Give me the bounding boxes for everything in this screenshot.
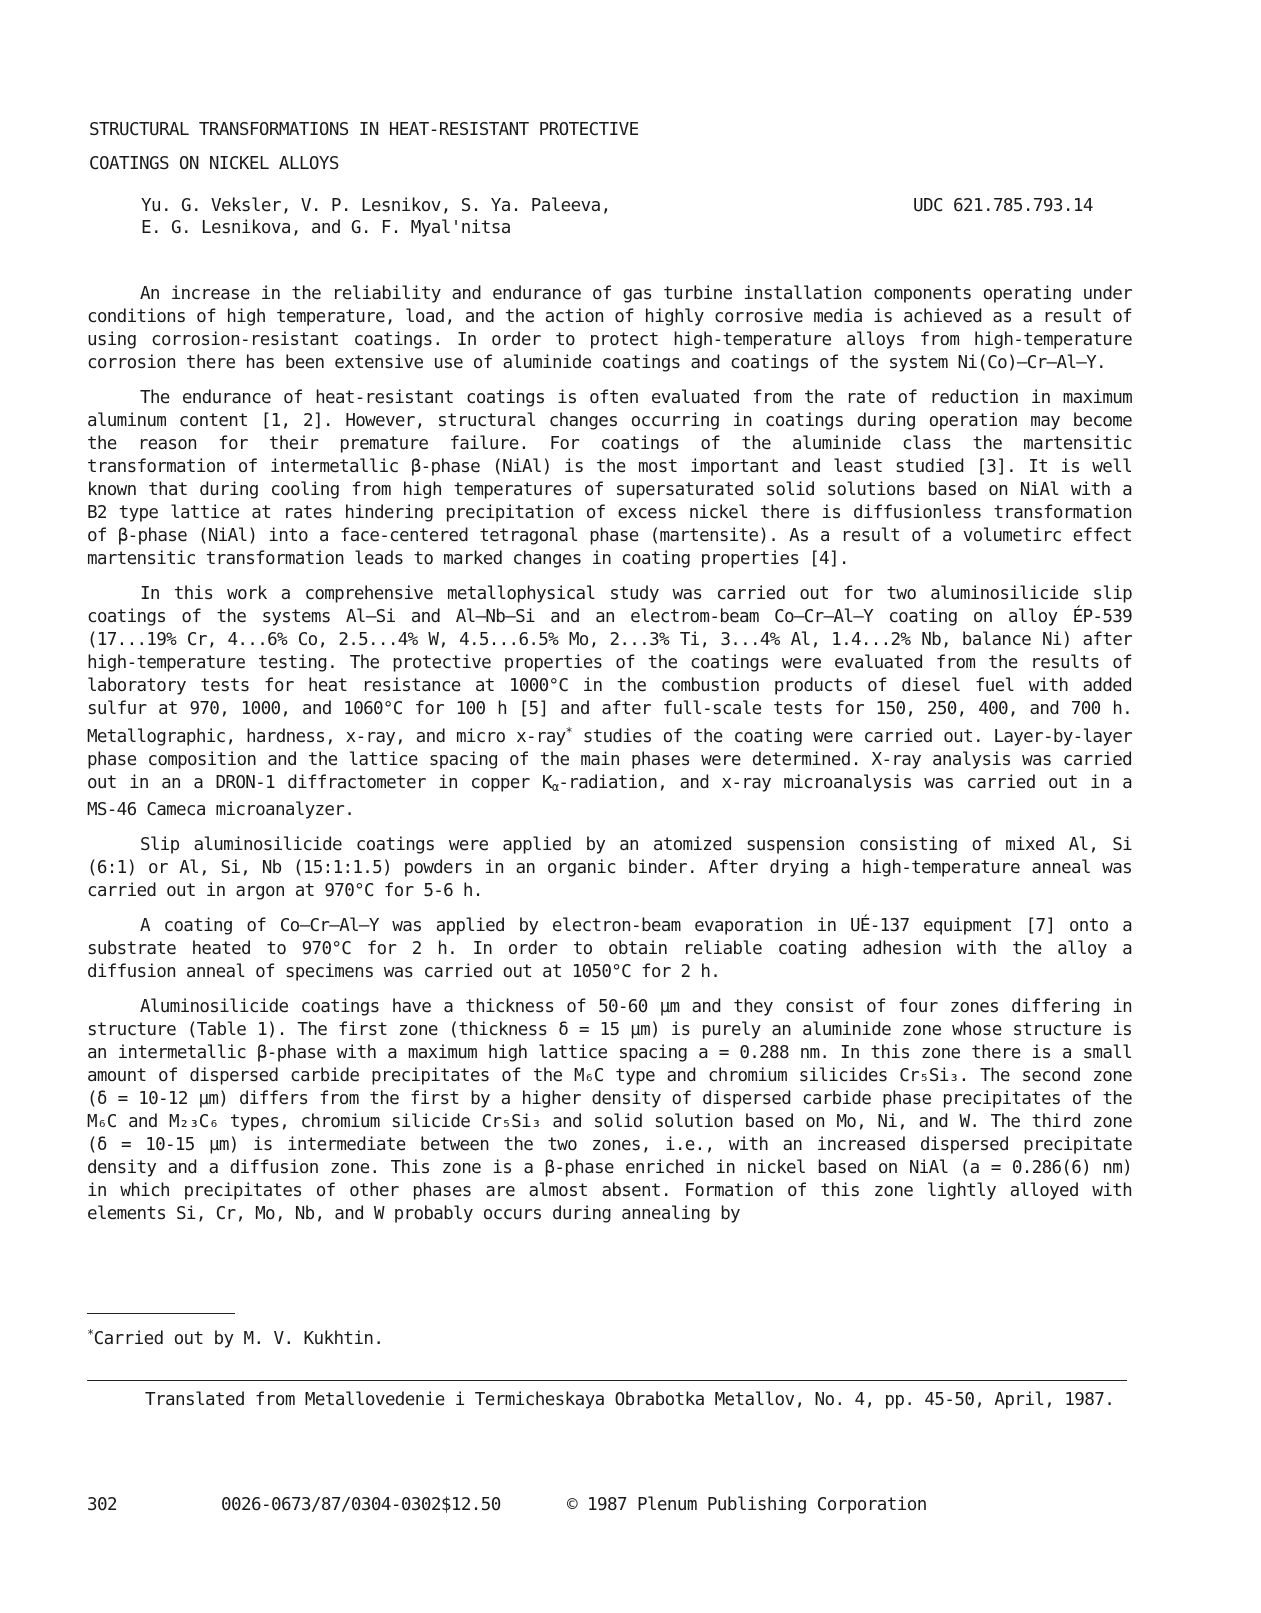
paragraph-2: The endurance of heat-resistant coatings is often evaluated from the rate of reduction in maximum aluminum content [1, 2]. However, structural changes occurring in coatings during operation may become the reason for their premature failure. For coatings of the aluminide class the martensitic transformation of intermetallic β-phase (NiAl) is the most important and least studied [3]. It is well known that during cooling from high temperatures of supersaturated solid solutions based on NiAl with a B2 type lattice at rates hindering precipitation of excess nickel there is diffusionless transformation of β-phase (NiAl) into a face-centered tetragonal phase (martensite). As a result of a volumetirc effect martensitic transformation leads to marked changes in coating properties [4].	[87, 388, 1132, 569]
paragraph-5: A coating of Co—Cr—Al—Y was applied by electron-beam evaporation in UÉ-137 equipment [7] onto a substrate heated to 970°C for 2 h. In order to obtain reliable coating adhesion with the alloy a diffusion anneal of specimens was carried out at 1050°C for 2 h.	[87, 916, 1132, 982]
author-list	[141, 195, 611, 239]
paragraph-4: Slip aluminosilicide coatings were applied by an atomized suspension consisting of mixed Al, Si (6:1) or Al, Si, Nb (15:1:1.5) powders in an organic binder. After drying a high-temperature anneal was carried out in argon at 970°C for 5-6 h.	[87, 835, 1132, 901]
translation-note	[89, 1388, 1129, 1412]
article-title	[89, 113, 639, 181]
title-line-2: COATINGS ON NICKEL ALLOYS	[89, 154, 339, 174]
authors-line-1: Yu. G. Veksler, V. P. Lesnikov, S. Ya. Paleeva,	[141, 196, 611, 216]
article-body	[87, 283, 1132, 1226]
paragraph-3	[87, 583, 1132, 822]
udc-code: UDC 621.785.793.14	[913, 196, 1093, 216]
authors-line-2: E. G. Lesnikova, and G. F. Myal'nitsa	[141, 218, 511, 238]
paragraph-3-text-a: In this work a comprehensive metallophysical study was carried out for two aluminosilicide slip coatings of the systems Al—Si and Al—Nb—Si and an electrom-beam Co—Cr—Al—Y coating on alloy ÉP-539 (17...19% Cr, 4...6% Co, 2.5...4% W, 4.5...6.5% Mo, 2...3% Ti, 3...4% Al, 1.4...2% Nb, balance Ni) after high-temperature testing. The protective properties of the coatings were evaluated from the results of laboratory tests for heat resistance at 1000°C in the combustion products of diesel fuel with added sulfur at 970, 1000, and 1060°C for 100 h [5] and after full-scale tests for 150, 250, 400, and 700 h. Metallographic, hardness, x-ray, and micro x-ray	[87, 584, 1132, 747]
footnote-marker: *	[87, 1327, 94, 1341]
translation-text: Translated from Metallovedenie i Termicheskaya Obrabotka Metallov, No. 4, pp. 45-50, April, 1987.	[145, 1390, 1115, 1410]
copyright-notice: © 1987 Plenum Publishing Corporation	[567, 1495, 927, 1515]
footnote-ref-marker: *	[565, 725, 573, 739]
paragraph-6: Aluminosilicide coatings have a thickness of 50-60 µm and they consist of four zones differing in structure (Table 1). The first zone (thickness δ = 15 µm) is purely an aluminide zone whose structure is an intermetallic β-phase with a maximum high lattice spacing a = 0.288 nm. In this zone there is a small amount of dispersed carbide precipitates of the M₆C type and chromium silicides Cr₅Si₃. The second zone (δ = 10-12 µm) differs from the first by a higher density of dispersed carbide phase precipitates of the M₆C and M₂₃C₆ types, chromium silicide Cr₅Si₃ and solid solution based on Mo, Ni, and W. The third zone (δ = 10-15 µm) is intermediate between the two zones, i.e., with an increased dispersed precipitate density and a diffusion zone. This zone is a β-phase enriched in nickel based on NiAl (a = 0.286(6) nm) in which precipitates of other phases are almost absent. Formation of this zone lightly alloyed with elements Si, Cr, Mo, Nb, and W probably occurs during annealing by	[87, 997, 1132, 1224]
footnote-divider	[87, 1313, 235, 1314]
paragraph-3-text-c: -radiation, and x-ray microanalysis was carried out in a MS-46 Cameca microanalyzer.	[87, 773, 1132, 820]
paragraph-3-text-b: studies of the coating were carried out. Layer-by-layer phase composition and the lattice spacing of the main phases were determined. X-ray analysis was carried out in an a DRON-1 diffractometer in copper K	[87, 727, 1132, 793]
footnote	[87, 1322, 383, 1351]
k-alpha-subscript: α	[551, 780, 559, 794]
article-code: 0026-0673/87/0304-0302$12.50	[221, 1495, 501, 1515]
paragraph-1: An increase in the reliability and endurance of gas turbine installation components operating under conditions of high temperature, load, and the action of highly corrosive media is achieved as a result of using corrosion-resistant coatings. In order to protect high-temperature alloys from high-temperature corrosion there has been extensive use of aluminide coatings and coatings of the system Ni(Co)—Cr—Al—Y.	[87, 284, 1132, 373]
page-number: 302	[87, 1495, 117, 1515]
title-line-1: STRUCTURAL TRANSFORMATIONS IN HEAT-RESISTANT PROTECTIVE	[89, 120, 639, 140]
footnote-text: Carried out by M. V. Kukhtin.	[93, 1329, 384, 1349]
translation-divider	[87, 1380, 1127, 1381]
